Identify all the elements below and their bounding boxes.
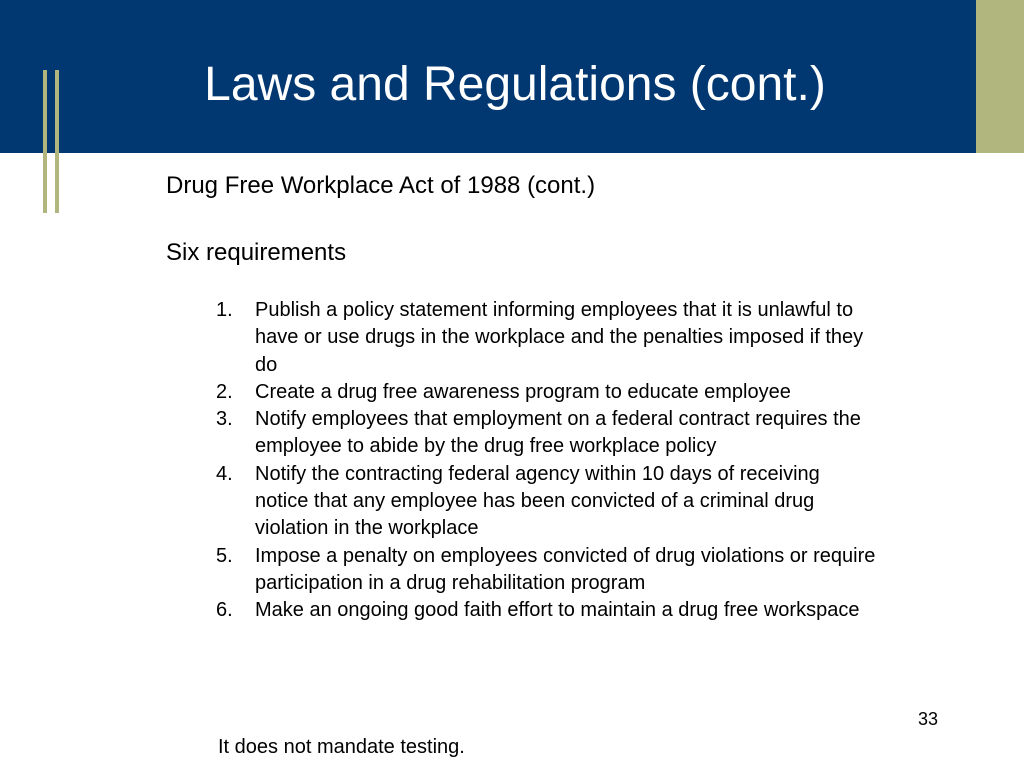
- requirement-item: [216, 461, 876, 543]
- requirement-number: 6.: [216, 599, 233, 622]
- requirement-item: [216, 543, 876, 598]
- page-number: 33: [917, 709, 938, 729]
- section-heading: Six requirements: [166, 239, 347, 266]
- requirement-number: 3.: [216, 408, 233, 431]
- requirement-text: Notify employees that employment on a federal contract requires the employee to abide by the drug free workplace policy: [255, 408, 861, 458]
- requirement-text: Create a drug free awareness program to educate employee: [255, 380, 791, 403]
- requirement-text: Notify the contracting federal agency within 10 days of receiving notice that any employee has been convicted of a criminal drug violation in the workplace: [255, 462, 820, 540]
- requirement-text: Make an ongoing good faith effort to maintain a drug free workspace: [255, 599, 860, 622]
- requirement-number: 4.: [216, 462, 233, 485]
- requirement-item: [216, 297, 876, 379]
- slide-subtitle: Drug Free Workplace Act of 1988 (cont.): [166, 172, 596, 199]
- requirement-number: 1.: [216, 299, 233, 321]
- requirement-number: 5.: [216, 544, 233, 567]
- footer-note: It does not mandate testing.: [218, 736, 465, 758]
- requirements-list: [216, 297, 876, 625]
- requirement-item: [216, 597, 876, 624]
- requirement-item: [216, 379, 876, 406]
- requirement-text: Publish a policy statement informing employees that it is unlawful to have or use drugs in the workplace and the penalties imposed if they do: [255, 299, 864, 376]
- slide-title: Laws and Regulations (cont.): [204, 58, 826, 111]
- requirement-text: Impose a penalty on employees convicted of drug violations or require participation in a drug rehabilitation program: [255, 544, 876, 594]
- requirement-number: 2.: [216, 380, 233, 403]
- requirement-item: [216, 406, 876, 461]
